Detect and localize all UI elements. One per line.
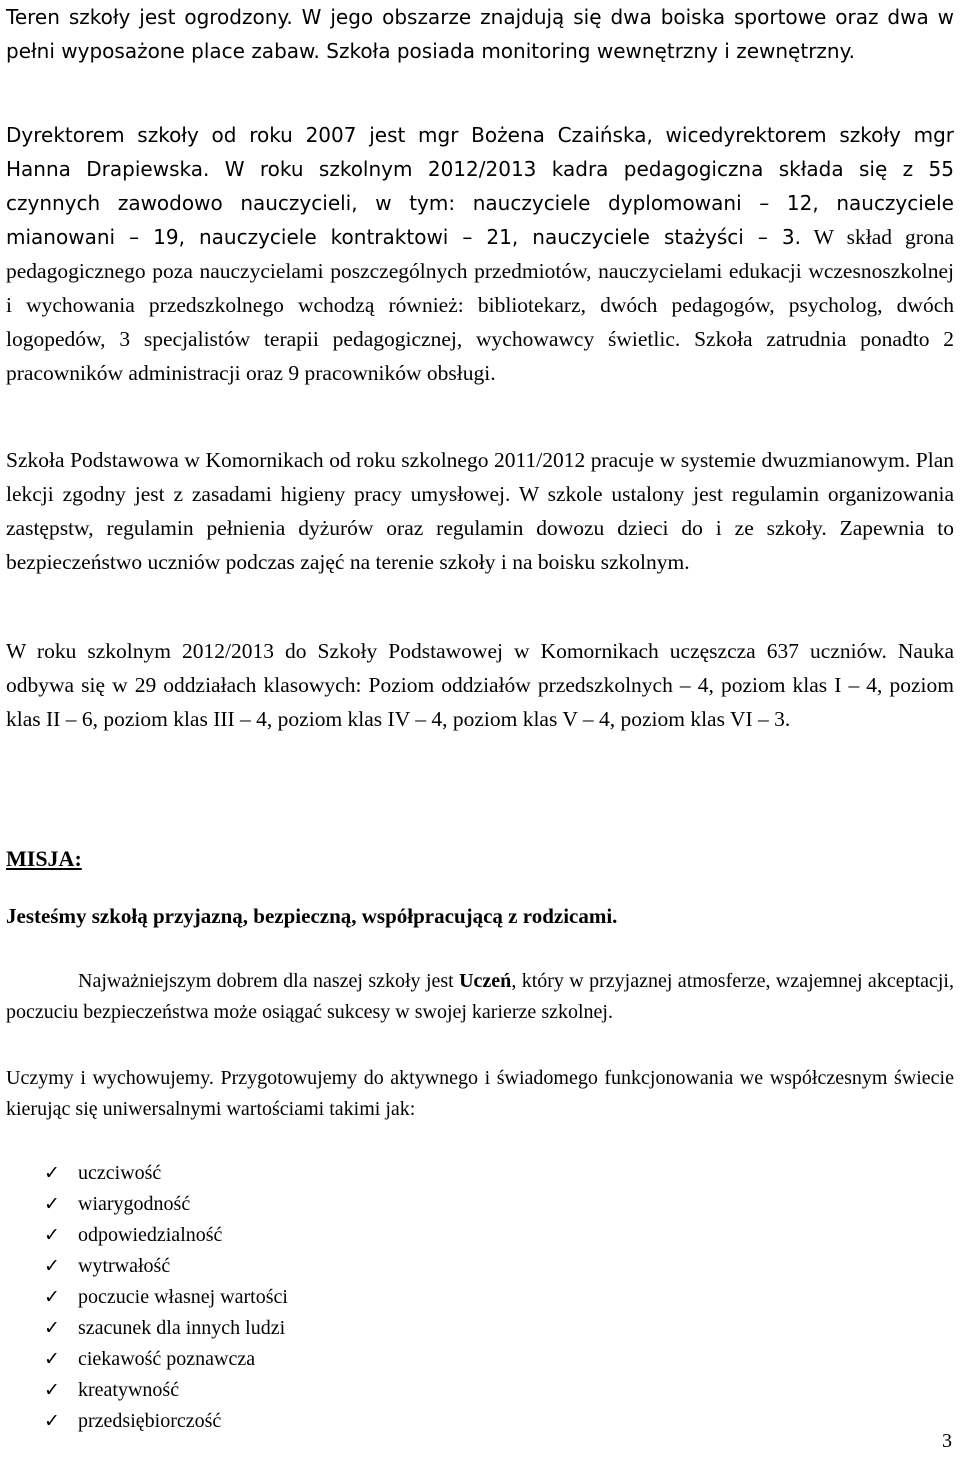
list-item: ✓ kreatywność xyxy=(6,1375,288,1406)
list-item: ✓ szacunek dla innych ludzi xyxy=(6,1313,288,1344)
paragraph-staff-part2: W skład grona pedagogicznego poza nauczycielami poszczególnych przedmiotów, nauczycielami edukacji wczesnoszkolnej i wychowania przedszkolnego wchodzą również: bibliotekarz, dwóch pedagogów, psycholog, dwóch logopedów, 3 specjalistów terapii pedagogicznej, wychowawcy świetlic. Szkoła zatrudnia ponadto 2 pracowników administracji oraz 9 pracowników obsługi. xyxy=(6,225,954,385)
paragraph-schedule: Szkoła Podstawowa w Komornikach od roku szkolnego 2011/2012 pracuje w systemie dwuzmianowym. Plan lekcji zgodny jest z zasadami higieny pracy umysłowej. W szkole ustalony jest regulamin organizowania zastępstw, regulamin pełnienia dyżurów oraz regulamin dowozu dzieci do i ze szkoły. Zapewnia to bezpieczeństwo uczniów podczas zajęć na terenie szkoły i na boisku szkolnym. xyxy=(6,448,954,574)
paragraph-uczen xyxy=(6,966,954,1028)
check-icon: ✓ xyxy=(44,1193,60,1215)
check-icon: ✓ xyxy=(44,1286,60,1308)
uczen-text-after: , który w przyjaznej atmosferze, wzajemnej akceptacji, poczuciu bezpieczeństwa może osiągać sukcesy w swojej karierze szkolnej. xyxy=(6,970,954,1023)
list-item: ✓ wiarygodność xyxy=(6,1189,288,1220)
paragraph-staff-part1: Dyrektorem szkoły od roku 2007 jest mgr Bożena Czaińska, wicedyrektorem szkoły mgr Hanna Drapiewska. W roku szkolnym 2012/2013 kadra pedagogiczna składa się z 55 czynnych zawodowo nauczycieli, w tym: nauczyciele dyplomowani – 12, nauczyciele mianowani – 19, nauczyciele kontraktowi – 21, nauczyciele stażyści – 3. xyxy=(6,123,954,249)
check-icon: ✓ xyxy=(44,1410,60,1432)
uczen-text-before: Najważniejszym dobrem dla naszej szkoły jest xyxy=(78,970,460,992)
misja-lead: Jesteśmy szkołą przyjazną, bezpieczną, współpracującą z rodzicami. xyxy=(6,904,618,928)
check-icon: ✓ xyxy=(44,1224,60,1246)
list-item: ✓ uczciwość xyxy=(6,1158,288,1189)
check-icon: ✓ xyxy=(44,1317,60,1339)
uczen-bold: Uczeń xyxy=(459,970,512,992)
list-item: ✓ wytrwałość xyxy=(6,1251,288,1282)
check-icon: ✓ xyxy=(44,1255,60,1277)
values-list xyxy=(6,1158,288,1437)
list-item: ✓ poczucie własnej wartości xyxy=(6,1282,288,1313)
check-icon: ✓ xyxy=(44,1348,60,1370)
list-item: ✓ przedsiębiorczość xyxy=(6,1406,288,1437)
paragraph-values-intro: Uczymy i wychowujemy. Przygotowujemy do aktywnego i świadomego funkcjonowania we współczesnym świecie kierując się uniwersalnymi wartościami takimi jak: xyxy=(6,1067,954,1120)
page-number: 3 xyxy=(942,1430,952,1452)
check-icon: ✓ xyxy=(44,1379,60,1401)
paragraph-staff xyxy=(6,118,954,390)
paragraph-school-grounds: Teren szkoły jest ogrodzony. W jego obszarze znajdują się dwa boiska sportowe oraz dwa w pełni wyposażone place zabaw. Szkoła posiada monitoring wewnętrzny i zewnętrzny. xyxy=(6,5,954,63)
list-item: ✓ ciekawość poznawcza xyxy=(6,1344,288,1375)
misja-heading: MISJA: xyxy=(6,846,82,871)
check-icon: ✓ xyxy=(44,1162,60,1184)
list-item: ✓ odpowiedzialność xyxy=(6,1220,288,1251)
paragraph-students: W roku szkolnym 2012/2013 do Szkoły Podstawowej w Komornikach uczęszcza 637 uczniów. Nauka odbywa się w 29 oddziałach klasowych: Poziom oddziałów przedszkolnych – 4, poziom klas I – 4, poziom klas II – 6, poziom klas III – 4, poziom klas IV – 4, poziom klas V – 4, poziom klas VI – 3. xyxy=(6,639,954,731)
